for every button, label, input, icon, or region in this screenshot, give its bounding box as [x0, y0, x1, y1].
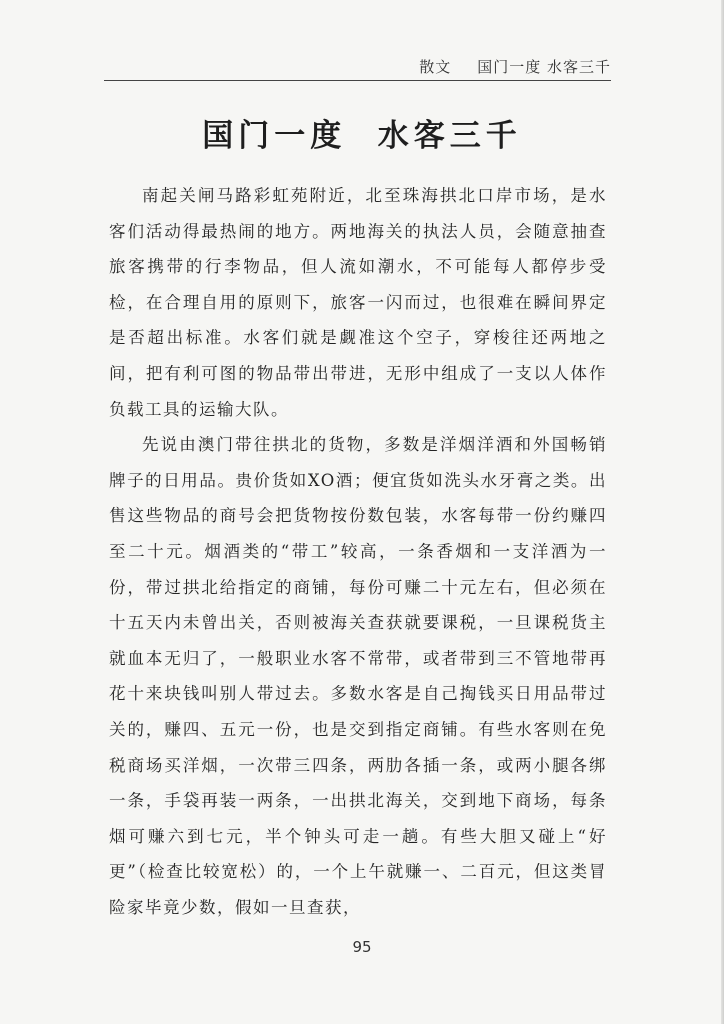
running-header	[419, 56, 611, 77]
page-number: 95	[352, 938, 372, 956]
header-section: 散文	[419, 58, 452, 76]
paragraph-2: 先说由澳门带往拱北的货物，多数是洋烟洋酒和外国畅销牌子的日用品。贵价货如XO酒；便宜货如洗头水牙膏之类。出售这些物品的商号会把货物按份数包装，水客每带一份约赚四至二十元。烟酒类的“带工”较高，一条香烟和一支洋酒为一份，带过拱北给指定的商铺，每份可赚二十元左右，但必须在十五天内未曾出关，否则被海关查获就要课税，一旦课税货主就血本无归了，一般职业水客不常带，或者带到三不管地带再花十来块钱叫别人带过去。多数水客是自己掏钱买日用品带过关的，赚四、五元一份，也是交到指定商铺。有些水客则在免税商场买洋烟，一次带三四条，两肋各插一条，或两小腿各绑一条，手袋再装一两条，一出拱北海关，交到地下商场，每条烟可赚六到七元，半个钟头可走一趟。有些大胆又碰上“好更”（检查比较宽松）的，一个上午就赚一、二百元，但这类冒险家毕竟少数，假如一旦查获，	[109, 435, 607, 917]
header-rule	[104, 80, 611, 81]
header-chapter: 国门一度 水客三千	[477, 58, 611, 76]
paragraph-1: 南起关闸马路彩虹苑附近，北至珠海拱北口岸市场，是水客们活动得最热闹的地方。两地海关的执法人员，会随意抽查旅客携带的行李物品，但人流如潮水，不可能每人都停步受检，在合理自用的原则下，旅客一闪而过，也很难在瞬间界定是否超出标准。水客们就是觑准这个空子，穿梭往还两地之间，把有利可图的物品带出带进，无形中组成了一支以人体作负载工具的运输大队。	[109, 186, 607, 419]
chapter-title: 国门一度 水客三千	[202, 118, 522, 154]
body-text	[109, 178, 607, 925]
